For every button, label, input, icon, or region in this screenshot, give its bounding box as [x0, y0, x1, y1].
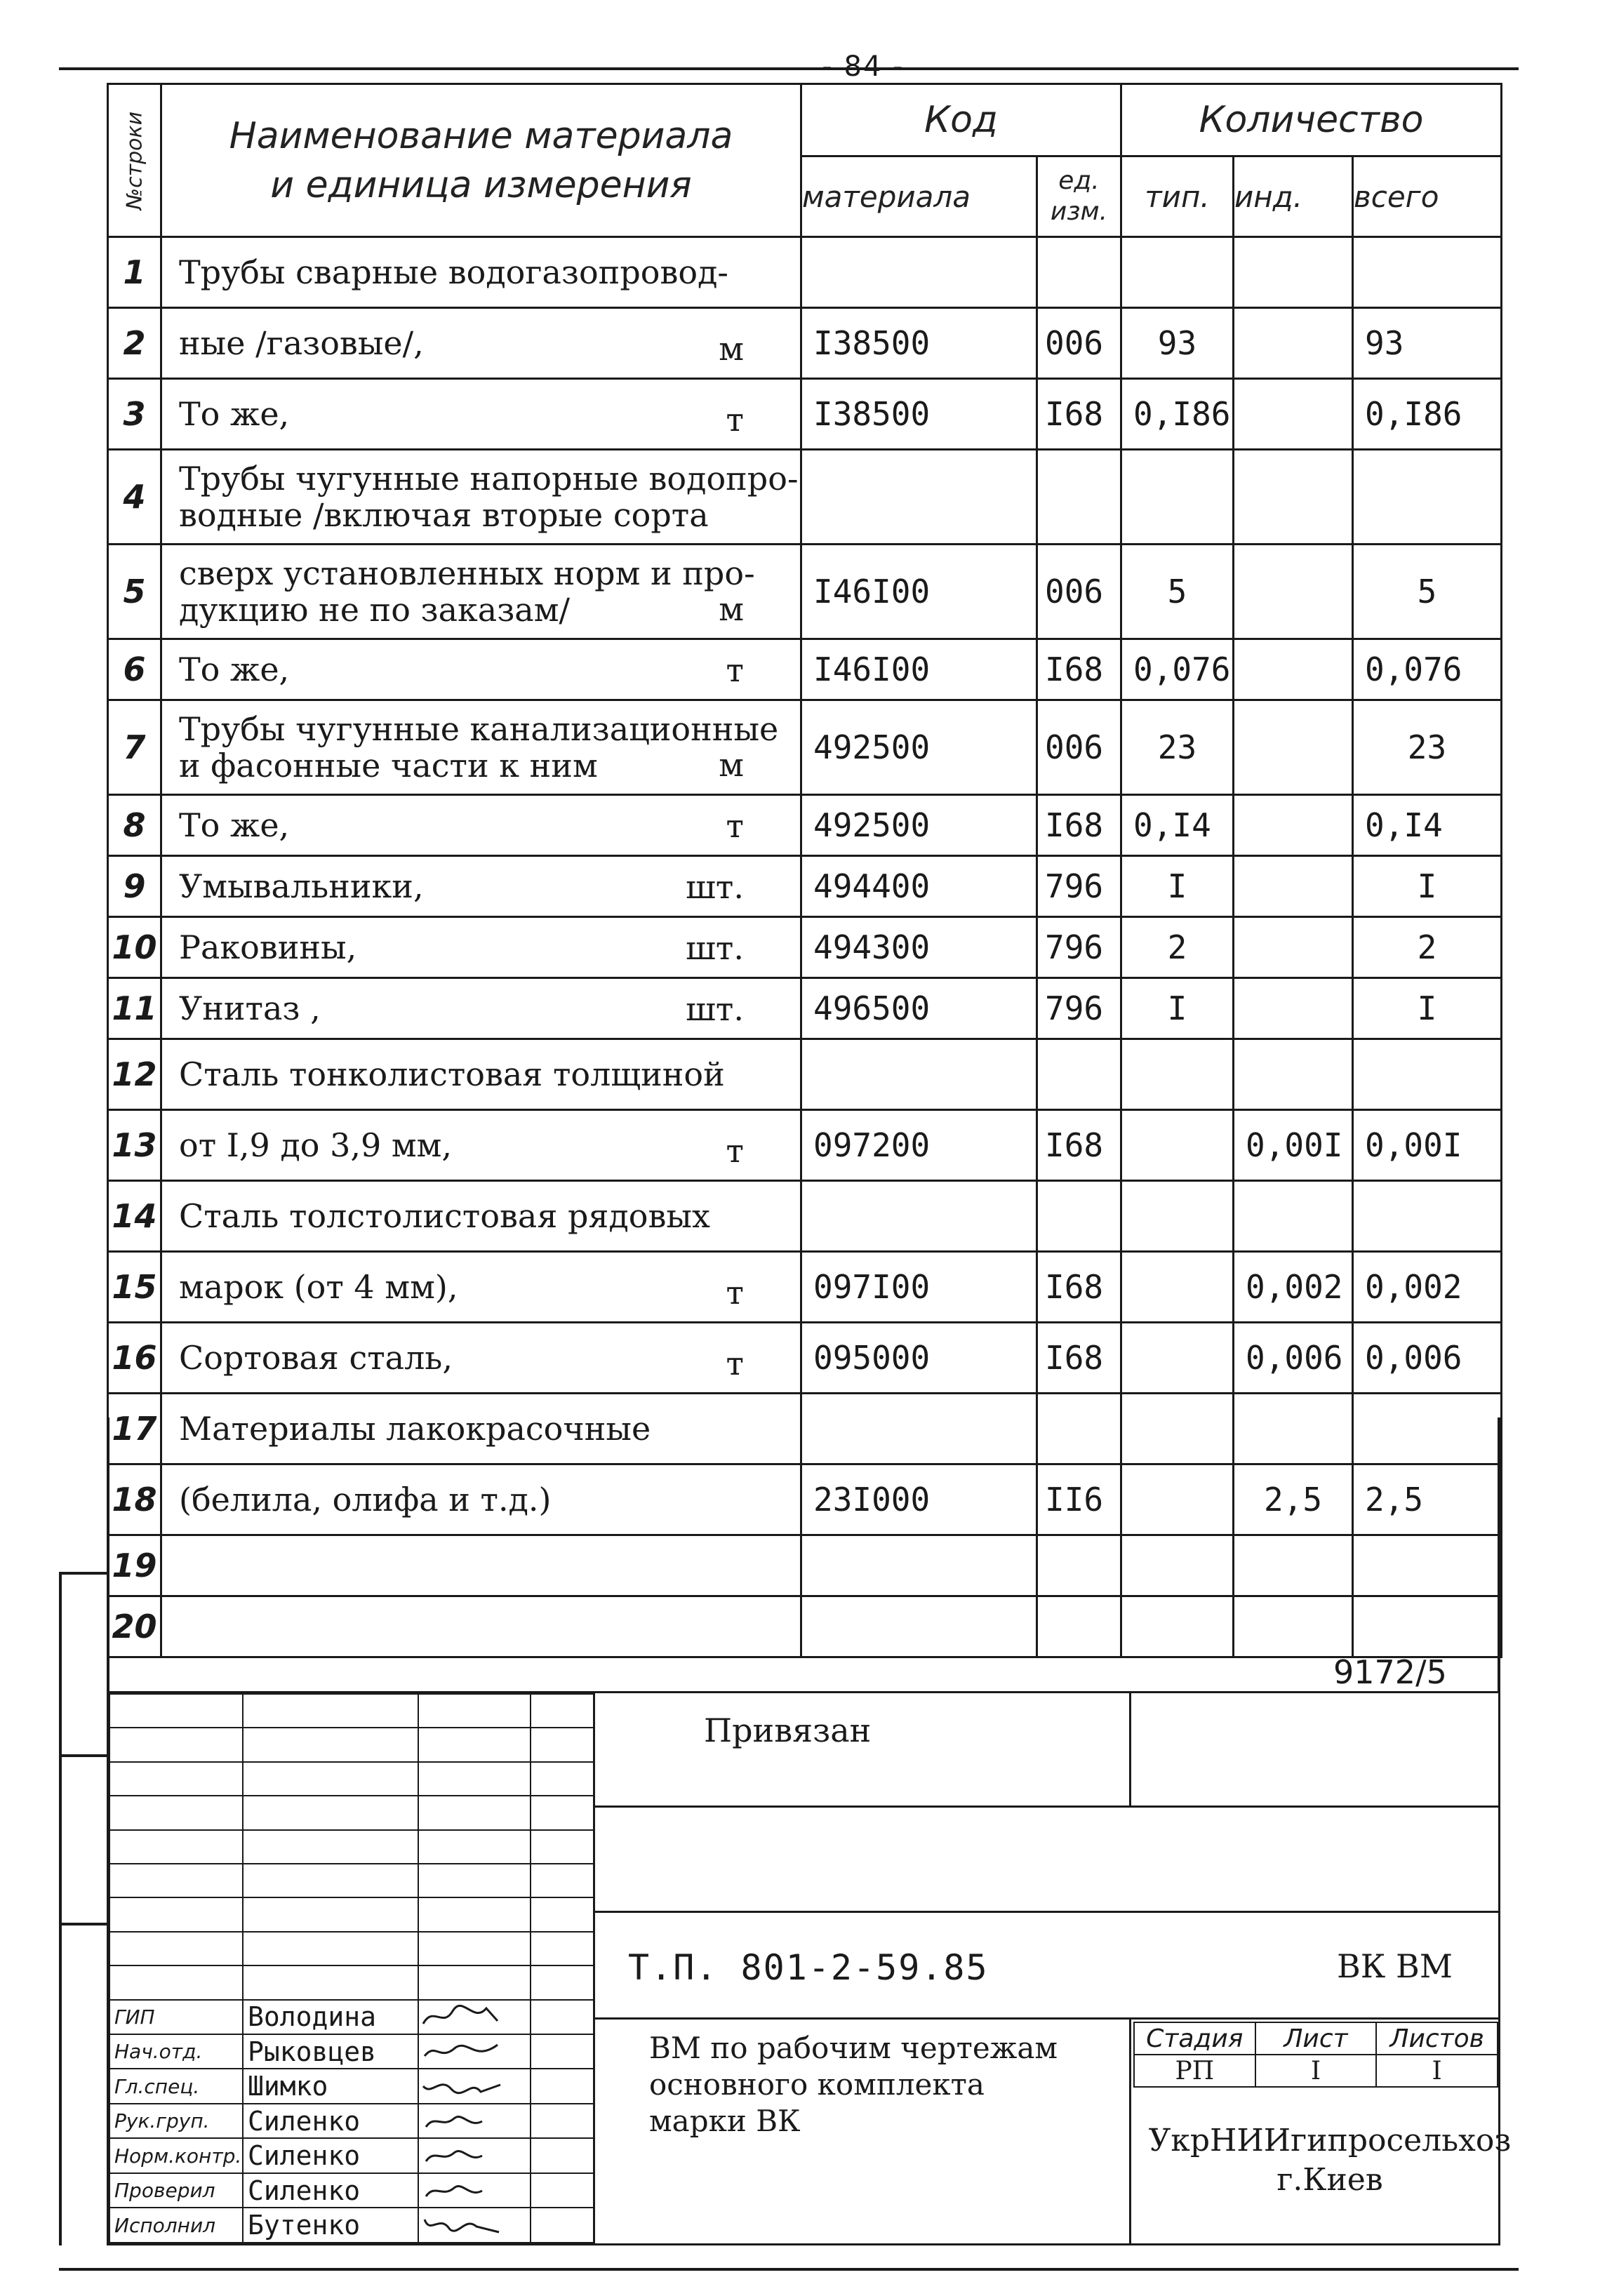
table-row	[108, 1039, 1502, 1110]
unit-code: II6	[1037, 1464, 1121, 1535]
table-row	[108, 379, 1502, 450]
qty-typical	[1121, 1596, 1234, 1657]
page-number: - 84 -	[822, 51, 905, 83]
header-quantity-group: Количество	[1121, 84, 1502, 156]
row-number: 16	[108, 1323, 161, 1394]
qty-typical	[1121, 1535, 1234, 1596]
signature-name: Шимко	[243, 2069, 418, 2103]
qty-total	[1353, 1596, 1502, 1657]
signature-role: Рук.груп.	[109, 2104, 243, 2138]
unit-code: 796	[1037, 917, 1121, 978]
handwritten-signature	[418, 2104, 531, 2138]
signature-name: Силенко	[243, 2173, 418, 2208]
handwritten-signature	[418, 2138, 531, 2172]
header-material-code: материала	[801, 156, 1037, 237]
unit-code: 006	[1037, 308, 1121, 379]
header-code-group: Код	[801, 84, 1121, 156]
material-code: 494300	[801, 917, 1037, 978]
qty-individual: 0,00I	[1234, 1110, 1353, 1181]
table-row	[108, 917, 1502, 978]
qty-total: 0,076	[1353, 639, 1502, 700]
unit-code: I68	[1037, 639, 1121, 700]
sheet-value: I	[1255, 2055, 1377, 2087]
qty-typical: 23	[1121, 700, 1234, 795]
signature-row	[109, 2138, 594, 2172]
signature-role: Нач.отд.	[109, 2034, 243, 2069]
unit-code	[1037, 450, 1121, 545]
material-code	[801, 1535, 1037, 1596]
material-name: Умывальники, шт.	[161, 856, 801, 917]
qty-individual	[1234, 639, 1353, 700]
material-code: I46I00	[801, 639, 1037, 700]
qty-individual	[1234, 917, 1353, 978]
header-unit-code: ед. изм.	[1037, 156, 1121, 237]
qty-typical: 93	[1121, 308, 1234, 379]
material-name: Сталь толстолистовая рядовых	[161, 1181, 801, 1252]
material-code: 496500	[801, 978, 1037, 1039]
material-code: 097200	[801, 1110, 1037, 1181]
row-number: 14	[108, 1181, 161, 1252]
material-code: 494400	[801, 856, 1037, 917]
qty-typical	[1121, 1252, 1234, 1323]
qty-individual	[1234, 700, 1353, 795]
unit-code: 796	[1037, 856, 1121, 917]
material-name	[161, 1535, 801, 1596]
material-name: Унитаз , шт.	[161, 978, 801, 1039]
qty-total	[1353, 1039, 1502, 1110]
material-code: 23I000	[801, 1464, 1037, 1535]
qty-individual	[1234, 1181, 1353, 1252]
table-row	[108, 1323, 1502, 1394]
material-name	[161, 1596, 801, 1657]
signature-name: Силенко	[243, 2104, 418, 2138]
qty-typical	[1121, 237, 1234, 308]
row-number: 15	[108, 1252, 161, 1323]
table-row	[108, 237, 1502, 308]
row-number: 7	[108, 700, 161, 795]
row-number: 18	[108, 1464, 161, 1535]
signature-row	[109, 2034, 594, 2069]
signature-row	[109, 2173, 594, 2208]
qty-typical	[1121, 1394, 1234, 1464]
table-row	[108, 1464, 1502, 1535]
material-name: Сталь тонколистовая толщиной	[161, 1039, 801, 1110]
qty-total	[1353, 1181, 1502, 1252]
material-name: То же, т	[161, 639, 801, 700]
qty-individual	[1234, 795, 1353, 856]
qty-total	[1353, 237, 1502, 308]
table-row	[108, 700, 1502, 795]
qty-individual	[1234, 1535, 1353, 1596]
unit-code: I68	[1037, 1252, 1121, 1323]
row-number: 2	[108, 308, 161, 379]
qty-typical	[1121, 1323, 1234, 1394]
material-code: 492500	[801, 700, 1037, 795]
signature-role: Гл.спец.	[109, 2069, 243, 2103]
unit-code	[1037, 237, 1121, 308]
qty-individual	[1234, 978, 1353, 1039]
material-name: Трубы чугунные канализационные и фасонные части к ним м	[161, 700, 801, 795]
qty-individual: 2,5	[1234, 1464, 1353, 1535]
qty-total: I	[1353, 978, 1502, 1039]
table-row	[108, 1394, 1502, 1464]
organization-name: УкрНИИгипросельхоз г.Киев	[1148, 2123, 1512, 2198]
signature-table	[109, 1693, 594, 2243]
row-number: 13	[108, 1110, 161, 1181]
material-name: Трубы сварные водогазопровод-	[161, 237, 801, 308]
qty-total: 23	[1353, 700, 1502, 795]
row-number: 6	[108, 639, 161, 700]
material-code: 095000	[801, 1323, 1037, 1394]
qty-total	[1353, 1535, 1502, 1596]
handwritten-signature	[418, 2069, 531, 2103]
qty-typical	[1121, 450, 1234, 545]
qty-typical: 2	[1121, 917, 1234, 978]
material-code	[801, 1596, 1037, 1657]
sheet-header: Лист	[1255, 2022, 1377, 2055]
qty-typical: 0,076	[1121, 639, 1234, 700]
header-row-number: №строки	[108, 84, 161, 237]
row-number: 12	[108, 1039, 161, 1110]
signature-name: Володина	[243, 2000, 418, 2034]
signature-role: Норм.контр.	[109, 2138, 243, 2172]
table-row	[108, 856, 1502, 917]
qty-typical: 0,I86	[1121, 379, 1234, 450]
table-row	[108, 639, 1502, 700]
material-name: То же, т	[161, 795, 801, 856]
handwritten-signature	[418, 2000, 531, 2034]
material-code: I38500	[801, 308, 1037, 379]
qty-total: 2,5	[1353, 1464, 1502, 1535]
table-row	[108, 1252, 1502, 1323]
row-number: 1	[108, 237, 161, 308]
frame-right-rule	[1498, 1417, 1500, 1691]
table-row	[108, 978, 1502, 1039]
row-number: 3	[108, 379, 161, 450]
header-qty-total: всего	[1353, 156, 1502, 237]
header-qty-typical: тип.	[1121, 156, 1234, 237]
material-name: Раковины, шт.	[161, 917, 801, 978]
qty-total: 5	[1353, 545, 1502, 639]
signature-role: Проверил	[109, 2173, 243, 2208]
table-row	[108, 450, 1502, 545]
document-description: ВМ по рабочим чертежам основного комплекта марки ВК	[649, 2031, 1058, 2138]
qty-individual	[1234, 1394, 1353, 1464]
qty-individual: 0,006	[1234, 1323, 1353, 1394]
material-name: То же, т	[161, 379, 801, 450]
row-number: 5	[108, 545, 161, 639]
qty-total	[1353, 1394, 1502, 1464]
row-number: 8	[108, 795, 161, 856]
handwritten-signature	[418, 2034, 531, 2069]
stage-header: Стадия	[1134, 2022, 1255, 2055]
sheets-header: Листов	[1376, 2022, 1498, 2055]
signature-role: Исполнил	[109, 2208, 243, 2243]
unit-code: 796	[1037, 978, 1121, 1039]
unit-code	[1037, 1181, 1121, 1252]
table-row	[108, 1181, 1502, 1252]
material-code: 492500	[801, 795, 1037, 856]
material-name: от I,9 до 3,9 мм, т	[161, 1110, 801, 1181]
materials-table	[107, 83, 1502, 1658]
material-name: (белила, олифа и т.д.)	[161, 1464, 801, 1535]
qty-typical: I	[1121, 978, 1234, 1039]
document-code: Т.П. 801-2-59.85	[628, 1947, 989, 1988]
signature-name: Бутенко	[243, 2208, 418, 2243]
qty-total: I	[1353, 856, 1502, 917]
material-name: Материалы лакокрасочные	[161, 1394, 801, 1464]
material-name: марок (от 4 мм), т	[161, 1252, 801, 1323]
qty-total: 0,I4	[1353, 795, 1502, 856]
tied-label: Привязан	[704, 1711, 872, 1749]
qty-individual	[1234, 379, 1353, 450]
qty-total: 2	[1353, 917, 1502, 978]
signature-row	[109, 2208, 594, 2243]
signature-row	[109, 2069, 594, 2103]
material-code	[801, 450, 1037, 545]
unit-code	[1037, 1596, 1121, 1657]
row-number: 19	[108, 1535, 161, 1596]
unit-code: 006	[1037, 545, 1121, 639]
unit-code: I68	[1037, 379, 1121, 450]
row-number: 10	[108, 917, 161, 978]
qty-typical: 5	[1121, 545, 1234, 639]
material-name: Сортовая сталь, т	[161, 1323, 801, 1394]
qty-individual	[1234, 856, 1353, 917]
qty-typical: 0,I4	[1121, 795, 1234, 856]
row-number: 9	[108, 856, 161, 917]
material-code	[801, 237, 1037, 308]
bottom-rule	[59, 2268, 1519, 2271]
stage-value: РП	[1134, 2055, 1255, 2087]
row-number: 11	[108, 978, 161, 1039]
table-row	[108, 795, 1502, 856]
qty-individual	[1234, 308, 1353, 379]
qty-typical	[1121, 1464, 1234, 1535]
qty-typical: I	[1121, 856, 1234, 917]
header-material-name: Наименование материала и единица измерения	[161, 84, 801, 237]
unit-code	[1037, 1394, 1121, 1464]
signature-row	[109, 2104, 594, 2138]
row-number: 4	[108, 450, 161, 545]
signature-role: ГИП	[109, 2000, 243, 2034]
signature-name: Силенко	[243, 2138, 418, 2172]
unit-code	[1037, 1039, 1121, 1110]
qty-individual	[1234, 237, 1353, 308]
title-block	[107, 1691, 1512, 2245]
material-code	[801, 1181, 1037, 1252]
table-row	[108, 308, 1502, 379]
unit-code: 006	[1037, 700, 1121, 795]
qty-total: 0,I86	[1353, 379, 1502, 450]
sheet-reference: 9172/5	[1333, 1653, 1447, 1691]
signature-row	[109, 2000, 594, 2034]
handwritten-signature	[418, 2208, 531, 2243]
signature-name: Рыковцев	[243, 2034, 418, 2069]
stage-sheet-table	[1133, 2022, 1498, 2088]
unit-code	[1037, 1535, 1121, 1596]
material-name: ные /газовые/, м	[161, 308, 801, 379]
material-code: I38500	[801, 379, 1037, 450]
qty-typical	[1121, 1110, 1234, 1181]
material-code: I46I00	[801, 545, 1037, 639]
table-row	[108, 545, 1502, 639]
qty-individual: 0,002	[1234, 1252, 1353, 1323]
document-mark: ВК ВМ	[1337, 1947, 1453, 1985]
table-row	[108, 1535, 1502, 1596]
qty-total: 0,006	[1353, 1323, 1502, 1394]
top-rule	[59, 67, 1519, 70]
qty-individual	[1234, 1039, 1353, 1110]
header-qty-individual: инд.	[1234, 156, 1353, 237]
row-number: 17	[108, 1394, 161, 1464]
material-name: сверх установленных норм и про- дукцию не по заказам/ м	[161, 545, 801, 639]
unit-code: I68	[1037, 1323, 1121, 1394]
table-row	[108, 1596, 1502, 1657]
qty-individual	[1234, 545, 1353, 639]
material-code: 097I00	[801, 1252, 1037, 1323]
table-row	[108, 1110, 1502, 1181]
qty-individual	[1234, 1596, 1353, 1657]
qty-typical	[1121, 1039, 1234, 1110]
qty-total	[1353, 450, 1502, 545]
sheets-value: I	[1376, 2055, 1498, 2087]
qty-total: 93	[1353, 308, 1502, 379]
row-number: 20	[108, 1596, 161, 1657]
qty-total: 0,002	[1353, 1252, 1502, 1323]
qty-total: 0,00I	[1353, 1110, 1502, 1181]
material-name: Трубы чугунные напорные водопро- водные /включая вторые сорта	[161, 450, 801, 545]
material-code	[801, 1039, 1037, 1110]
qty-typical	[1121, 1181, 1234, 1252]
unit-code: I68	[1037, 1110, 1121, 1181]
unit-code: I68	[1037, 795, 1121, 856]
qty-individual	[1234, 450, 1353, 545]
material-code	[801, 1394, 1037, 1464]
handwritten-signature	[418, 2173, 531, 2208]
binding-strip	[59, 1572, 109, 2274]
